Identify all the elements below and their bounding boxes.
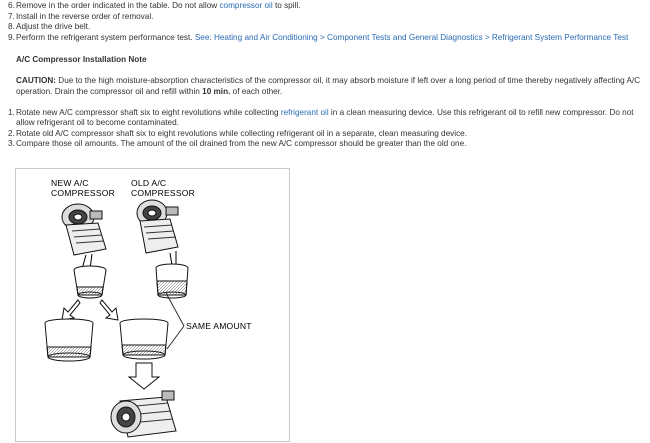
step-number: 3. [8,139,15,149]
section-title: A/C Compressor Installation Note [16,55,147,64]
step-number: 1. [8,108,15,117]
step-text: Adjust the drive belt. [16,22,91,32]
performance-test-link[interactable]: See: Heating and Air Conditioning > Component Tests and General Diagnostics > Refrigerant System Performance Test [194,32,629,42]
step-text: Install in the reverse order of removal. [16,11,154,21]
left-measuring-cup [45,319,93,361]
step-number: 2. [8,128,15,138]
step-number: 8. [8,22,15,32]
procedure-steps-installation [0,108,645,150]
caution-label: CAUTION: [16,76,57,85]
step-number: 7. [8,11,15,21]
caution-text: Due to the high moisture-absorption characteristics of the compressor oil, it may absorb moisture if left over a long period of time thereby negatively affecting A/C operation. Drain the compressor oil and refill within [16,76,641,96]
caution-text-end: of each other. [230,86,283,96]
step-2 [0,129,645,139]
right-measuring-cup [120,319,168,359]
step-text: Compare those oil amounts. The amount of the oil drained from the new A/C compressor should be greater than the old one. [16,139,467,149]
step-number: 9. [8,32,15,42]
down-arrow [129,363,159,389]
step-number: 6. [8,1,15,10]
step-text: Rotate old A/C compressor shaft six to eight revolutions while collecting refrigerant oil in a separate, clean measuring device. [16,128,467,138]
label-old-line1: OLD A/C [131,178,167,188]
split-arrows [62,300,118,320]
step-8 [0,22,640,33]
step-text: Perform the refrigerant system performance test. [16,32,195,42]
step-9 [0,33,640,44]
step-text: Remove in the order indicated in the table. Do not allow [16,1,220,10]
label-new-line1: NEW A/C [51,178,89,188]
label-new-line2: COMPRESSOR [51,188,116,198]
step-text-end: to spill. [272,1,301,10]
old-oil-beaker [156,264,188,298]
refrigerant-oil-link[interactable]: refrigerant oil [280,108,329,117]
new-oil-beaker [74,266,106,298]
step-6 [0,1,640,12]
step-3 [0,139,645,149]
step-7 [0,12,640,23]
oil-comparison-diagram [16,169,289,441]
oil-comparison-figure [15,168,290,442]
compressor-oil-link[interactable]: compressor oil [219,1,273,10]
label-same-amount: SAME AMOUNT [186,321,252,331]
caution-note [16,76,644,98]
step-1 [0,108,645,129]
same-amount-leaders [166,293,184,349]
step-text: Rotate new A/C compressor shaft six to eight revolutions while collecting [16,108,281,117]
caution-time: 10 min. [202,86,231,96]
label-old-line2: COMPRESSOR [131,188,196,198]
refilled-compressor-icon [111,391,176,437]
step-text-end: in a clean measuring device. Use this refrigerant oil to refill new compressor. Do not allow refrigerant oil to become contaminated. [16,108,634,128]
procedure-steps-removal [0,1,640,43]
